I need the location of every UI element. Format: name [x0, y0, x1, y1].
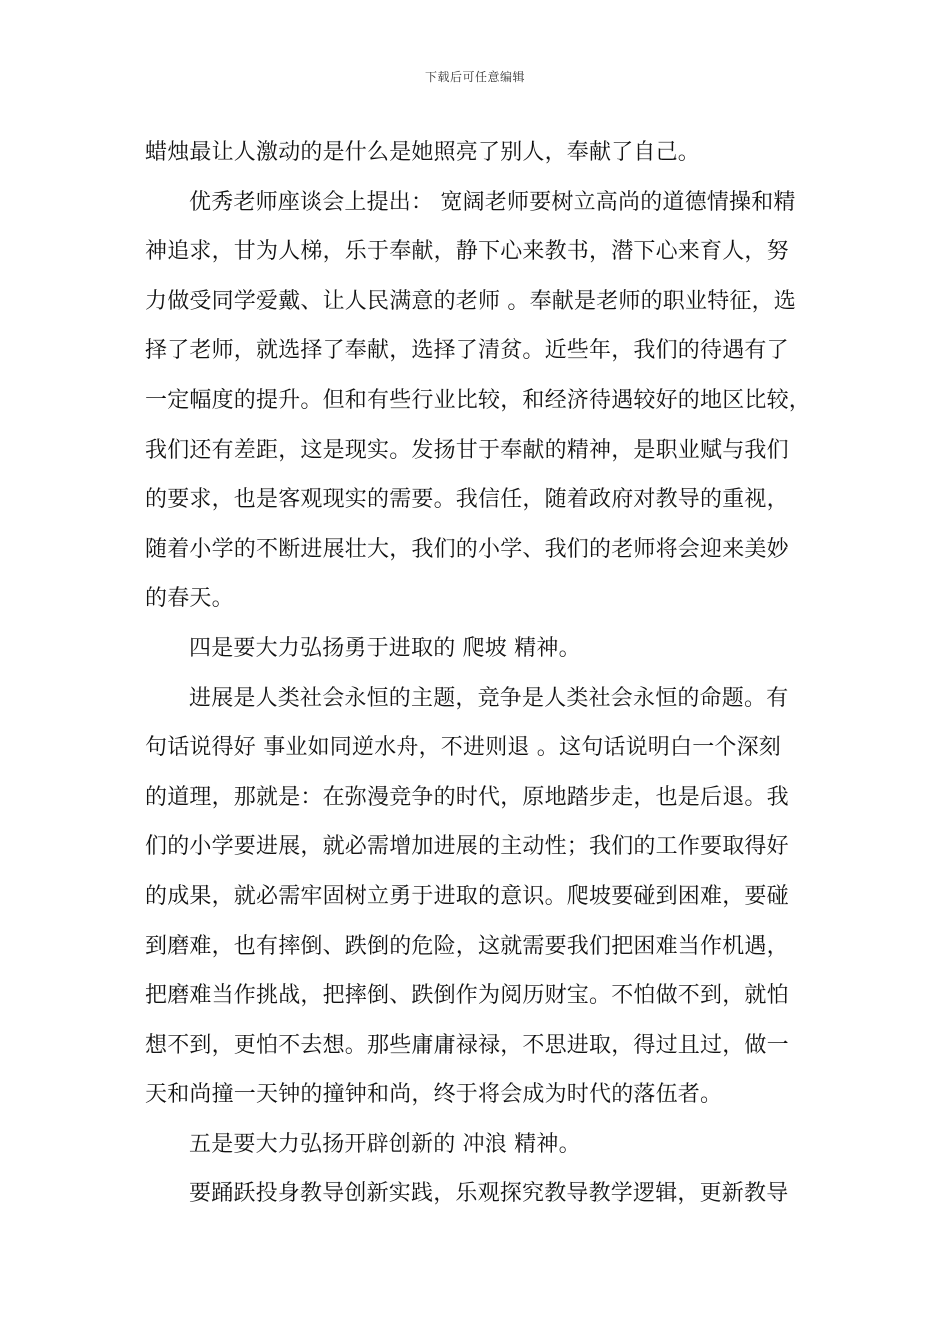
page-header: 下载后可任意编辑 [424, 70, 525, 84]
text-line: 神追求，甘为人梯，乐于奉献，静下心来教书，潜下心来育人，努 [145, 239, 789, 265]
text-line: 力做受同学爱戴、让人民满意的老师 。奉献是老师的职业特征，选 [145, 288, 796, 314]
text-line: 蜡烛最让人激动的是什么是她照亮了别人，奉献了自己。 [145, 140, 701, 165]
document-body [145, 128, 812, 1219]
text-line: 的成果，就必需牢固树立勇于进取的意识。爬坡要碰到困难，要碰 [145, 883, 789, 909]
text-line: 到磨难，也有摔倒、跌倒的危险，这就需要我们把困难当作机遇， [145, 933, 789, 959]
text-line: 我们还有差距，这是现实。发扬甘于奉献的精神，是职业赋与我们 [145, 437, 789, 463]
text-line: 的道理，那就是：在弥漫竞争的时代，原地踏步走，也是后退。我 [145, 784, 789, 810]
text-line: 一定幅度的提升。但和有些行业比较，和经济待遇较好的地区比较， [145, 387, 812, 413]
text-line: 的要求，也是客观现实的需要。我信任，随着政府对教导的重视， [145, 487, 789, 513]
section-heading-four: 四是要大力弘扬勇于进取的 爬坡 精神。 [189, 635, 581, 661]
text-line: 的春天。 [145, 586, 234, 612]
paragraph-first-line: 优秀老师座谈会上提出： 宽阔老师要树立高尚的道德情操和精 [189, 189, 796, 215]
section-heading-five: 五是要大力弘扬开辟创新的 冲浪 精神。 [189, 1131, 581, 1157]
text-line: 择了老师，就选择了奉献，选择了清贫。近些年，我们的待遇有了 [145, 338, 789, 364]
text-line: 们的小学要进展，就必需增加进展的主动性；我们的工作要取得好 [145, 834, 789, 860]
text-line: 句话说得好 事业如同逆水舟，不进则退 。这句话说明白一个深刻 [145, 735, 781, 761]
text-line: 天和尚撞一天钟的撞钟和尚，终于将会成为时代的落伍者。 [145, 1082, 723, 1108]
text-line: 把磨难当作挑战，把摔倒、跌倒作为阅历财宝。不怕做不到，就怕 [145, 983, 789, 1009]
text-line: 随着小学的不断进展壮大，我们的小学、我们的老师将会迎来美妙 [145, 536, 789, 562]
text-line: 想不到，更怕不去想。那些庸庸禄禄，不思进取，得过且过，做一 [145, 1032, 789, 1058]
paragraph-first-line: 进展是人类社会永恒的主题，竞争是人类社会永恒的命题。有 [189, 685, 789, 711]
paragraph-first-line: 要踊跃投身教导创新实践，乐观探究教导教学逻辑，更新教导 [189, 1181, 789, 1207]
